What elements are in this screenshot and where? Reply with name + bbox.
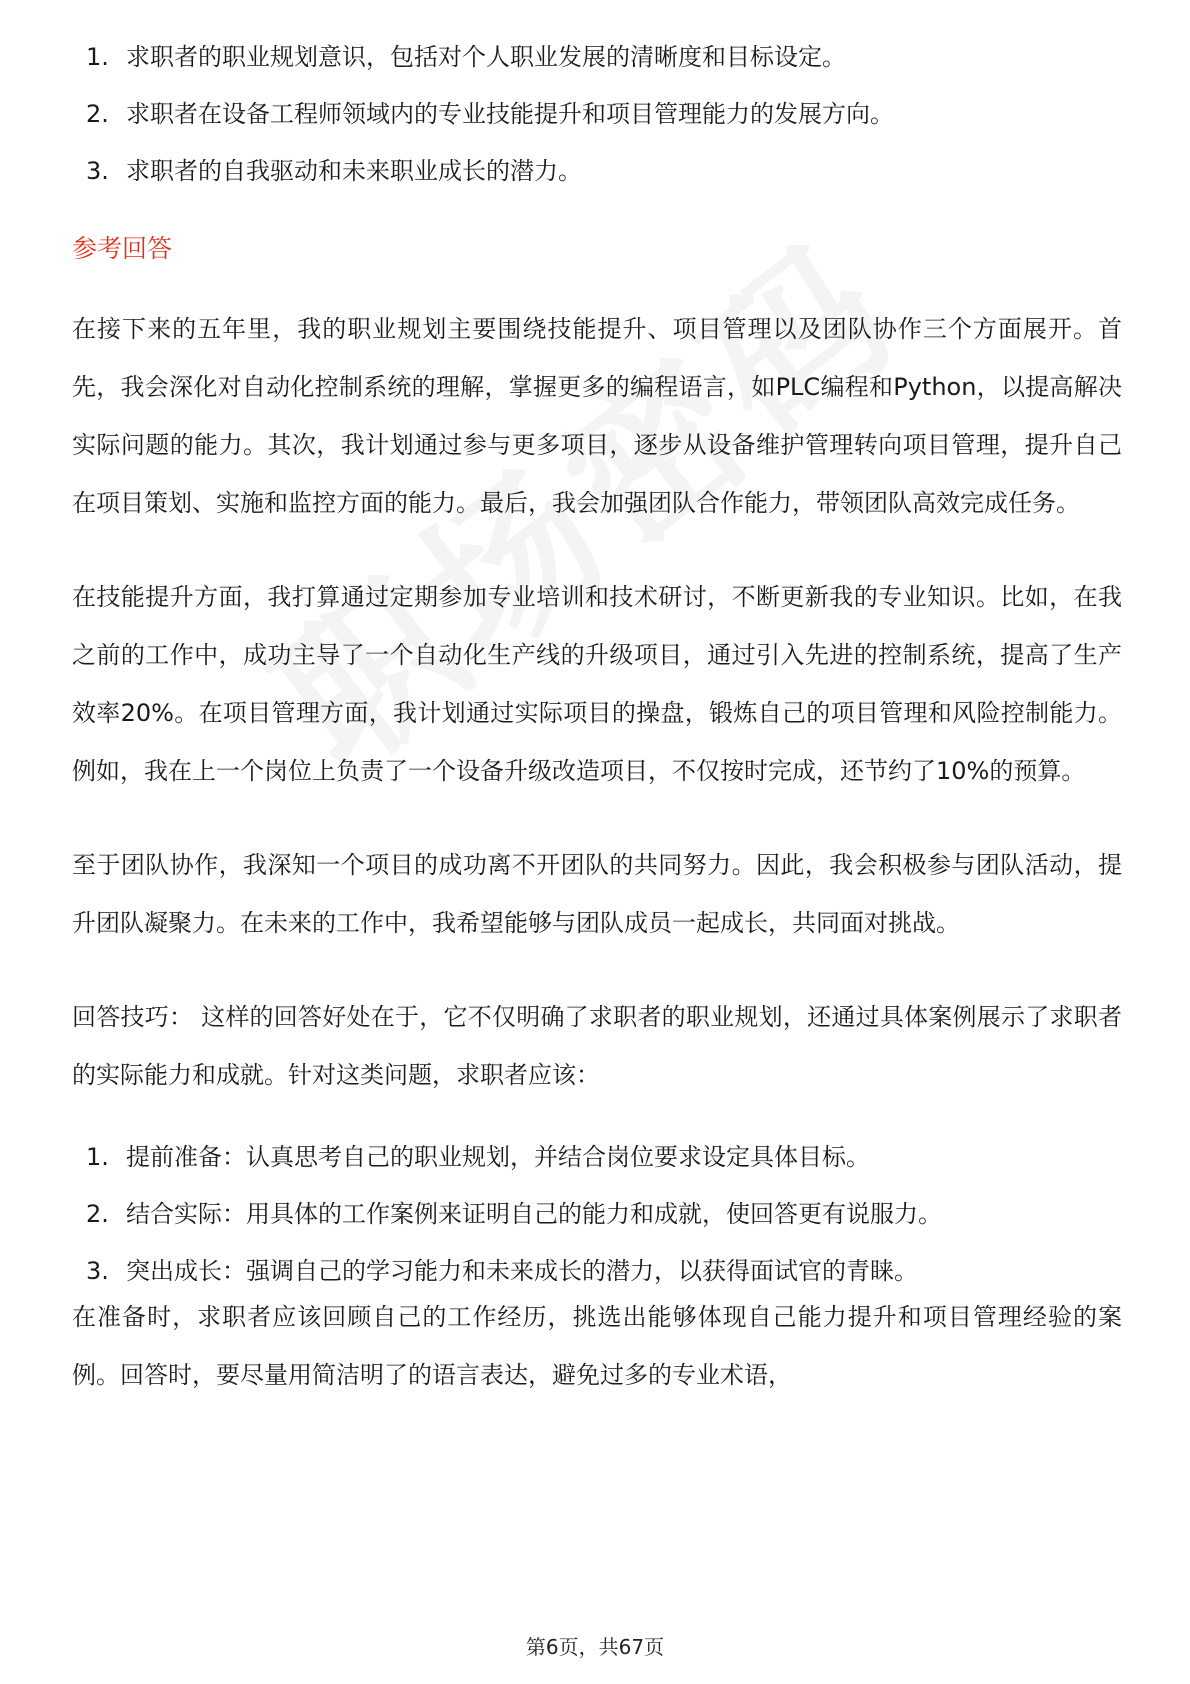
list-item-number: 1. (86, 43, 109, 71)
page-number-footer: 第6页，共67页 (525, 1635, 665, 1659)
list-item-text: 结合实际：用具体的工作案例来证明自己的能力和成就，使回答更有说服力。 (126, 1200, 942, 1228)
list-item-text: 突出成长：强调自己的学习能力和未来成长的潜力，以获得面试官的青睐。 (126, 1257, 918, 1285)
list-item (72, 1140, 1122, 1174)
list-item (72, 97, 1122, 131)
list-item (72, 1254, 1122, 1288)
list-item-number: 2. (86, 1200, 109, 1228)
list-item (72, 40, 1122, 74)
list-item-number: 3. (86, 157, 109, 185)
tips-intro-paragraph: 回答技巧： 这样的回答好处在于，它不仅明确了求职者的职业规划，还通过具体案例展示了求职者的实际能力和成就。针对这类问题，求职者应该： (72, 1003, 1122, 1089)
answer-paragraph: 在接下来的五年里，我的职业规划主要围绕技能提升、项目管理以及团队协作三个方面展开。首先，我会深化对自动化控制系统的理解，掌握更多的编程语言，如PLC编程和Python，以提高解决实际问题的能力。其次，我计划通过参与更多项目，逐步从设备维护管理转向项目管理，提升自己在项目策划、实施和监控方面的能力。最后，我会加强团队合作能力，带领团队高效完成任务。 (72, 315, 1122, 517)
list-item-number: 2. (86, 100, 109, 128)
list-item-text: 求职者的职业规划意识，包括对个人职业发展的清晰度和目标设定。 (126, 43, 846, 71)
list-item-text: 求职者的自我驱动和未来职业成长的潜力。 (126, 157, 582, 185)
assessment-points-list (72, 40, 1122, 188)
list-item-number: 1. (86, 1143, 109, 1171)
list-item (72, 1197, 1122, 1231)
list-item-text: 求职者在设备工程师领域内的专业技能提升和项目管理能力的发展方向。 (126, 100, 894, 128)
page-content (72, 40, 1122, 1440)
tips-list (72, 1140, 1122, 1288)
list-item (72, 154, 1122, 188)
closing-paragraph: 在准备时，求职者应该回顾自己的工作经历，挑选出能够体现自己能力提升和项目管理经验的案例。回答时，要尽量用简洁明了的语言表达，避免过多的专业术语， (72, 1303, 1122, 1389)
reference-answer-heading: 参考回答 (72, 234, 173, 263)
answer-paragraph: 在技能提升方面，我打算通过定期参加专业培训和技术研讨，不断更新我的专业知识。比如，在我之前的工作中，成功主导了一个自动化生产线的升级项目，通过引入先进的控制系统，提高了生产效率20%。在项目管理方面，我计划通过实际项目的操盘，锻炼自己的项目管理和风险控制能力。例如，我在上一个岗位上负责了一个设备升级改造项目，不仅按时完成，还节约了10%的预算。 (72, 583, 1122, 785)
list-item-number: 3. (86, 1257, 109, 1285)
list-item-text: 提前准备：认真思考自己的职业规划，并结合岗位要求设定具体目标。 (126, 1143, 870, 1171)
answer-paragraph: 至于团队协作，我深知一个项目的成功离不开团队的共同努力。因此，我会积极参与团队活动，提升团队凝聚力。在未来的工作中，我希望能够与团队成员一起成长，共同面对挑战。 (72, 851, 1122, 937)
